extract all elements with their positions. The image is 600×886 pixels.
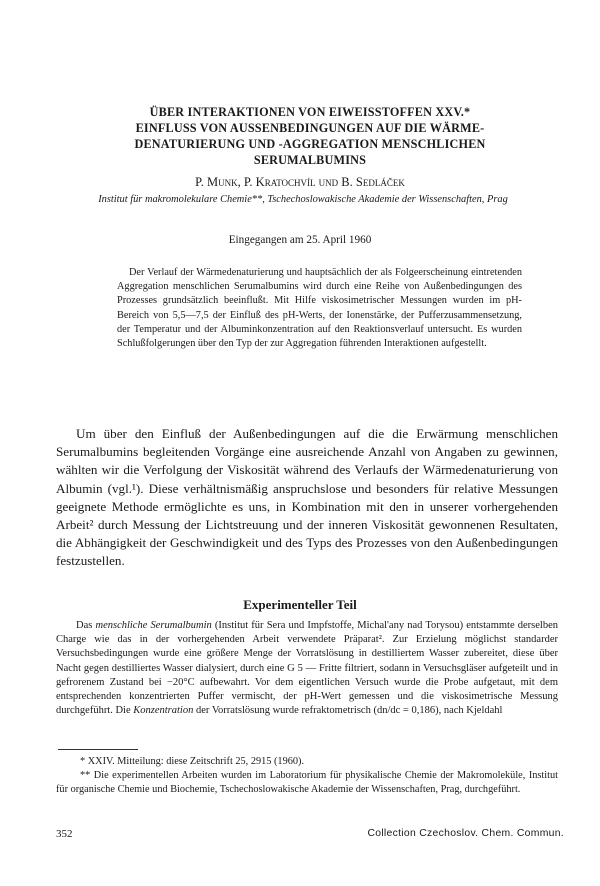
- footnote-1: * XXIV. Mitteilung: diese Zeitschrift 25, 2915 (1960).: [80, 756, 305, 767]
- affiliation: Institut für makromolekulare Chemie**, Tschechoslowakische Akademie der Wissenschaften, Prag: [98, 194, 508, 205]
- experimental-text: [56, 619, 558, 718]
- body-part-2: (Institut für Sera und Impfstoffe, Michal'any nad Torysou) entstammte derselben Charge wie das in der vorhergehenden Arbeit verwendete Präparat². Zur Erzielung möglichst standarder Versuchsbedingungen wurde eine größere Menge der Vorratslösung in destilliertem Wasser zubereitet, diese über Nacht gegen destilliertes Wasser dialysiert, durch eine G 5 — Fritte filtriert, sodann in Versuchsgläser aufgeteilt und in gefrorenem Zustand bei −20°C aufbewahrt. Vor dem eigentlichen Versuch wurde die Probe aufgetaut, mit dem entsprechenden konzentrierten Puffer vermischt, der pH-Wert gemessen und die viskosimetrische Messung durchgeführt. Die: [56, 620, 558, 717]
- title-line-1: ÜBER INTERAKTIONEN VON EIWEISSTOFFEN XXV.*: [149, 105, 471, 119]
- intro-text: Um über den Einfluß der Außenbedingungen auf die die Erwärmung menschlichen Serumalbumins begleitenden Vorgänge eine ausreichende Anzahl von Angaben zu gewinnen, wählten wir die Verfolgung der Viskosität während des Verlaufs der Wärmedenaturierung von Albumin (vgl.¹). Diese verhältnismäßig anspruchslose und besonders für relative Messungen geeignete Methode ermöglichte es uns, in Kombination mit den in unserer vorhergehenden Arbeit² durch Messung der Lichtstreuung und der inneren Viskosität gewonnenen Resultaten, die Abhängigkeit der Geschwindigkeit und des Typs des Prozesses von den Außenbedingungen festzustellen.: [56, 426, 558, 569]
- footnotes: [56, 755, 558, 798]
- title-line-4: SERUMALBUMINS: [253, 153, 367, 167]
- title-line-3: DENATURIERUNG UND -AGGREGATION MENSCHLICHEN: [134, 137, 486, 151]
- footnote-divider: [58, 749, 138, 750]
- journal-name: Collection Czechoslov. Chem. Commun.: [367, 828, 564, 839]
- authors: P. Munk, P. Kratochvíl und B. Sedláček: [195, 175, 405, 189]
- footnote-2: ** Die experimentellen Arbeiten wurden im Laboratorium für physikalische Chemie der Makromoleküle, Institut für organische Chemie und Biochemie, Tschechoslowakische Akademie der Wissenschaften, Prag, durchgeführt.: [56, 770, 558, 796]
- page-number: 352: [56, 828, 73, 840]
- body-part-3: der Vorratslösung wurde refraktometrisch (dn/dc = 0,186), nach Kjeldahl: [193, 705, 503, 717]
- title-line-2: EINFLUSS VON AUSSENBEDINGUNGEN AUF DIE WÄRME-: [135, 121, 485, 135]
- body-emphasis-2: Konzentration: [133, 705, 194, 717]
- received-date: Eingegangen am 25. April 1960: [228, 234, 372, 246]
- body-part-1: Das: [76, 620, 96, 631]
- article-title: [60, 104, 560, 168]
- abstract-text: Der Verlauf der Wärmedenaturierung und hauptsächlich der als Folgeerscheinung eintretenden Aggregation menschlichen Serumalbumins wird durch eine Reihe von Außenbedingungen des Prozesses grundsätzlich beeinflußt. Mit Hilfe viskosimetrischer Messungen wurden im pH-Bereich von 5,5—7,5 der Einfluß des pH-Werts, der Ionenstärke, der Pufferzusammensetzung, der Temperatur und der Albuminkonzentration auf den Reaktionsverlauf untersucht. Es wurden Schlußfolgerungen über den Typ der zur Aggregation führenden Interaktionen aufgestellt.: [117, 267, 522, 350]
- section-heading: Experimenteller Teil: [243, 597, 357, 612]
- abstract: [117, 266, 522, 351]
- experimental-paragraph: [56, 619, 558, 718]
- introduction: [56, 425, 558, 571]
- body-emphasis-1: menschliche Serumalbumin: [95, 620, 212, 631]
